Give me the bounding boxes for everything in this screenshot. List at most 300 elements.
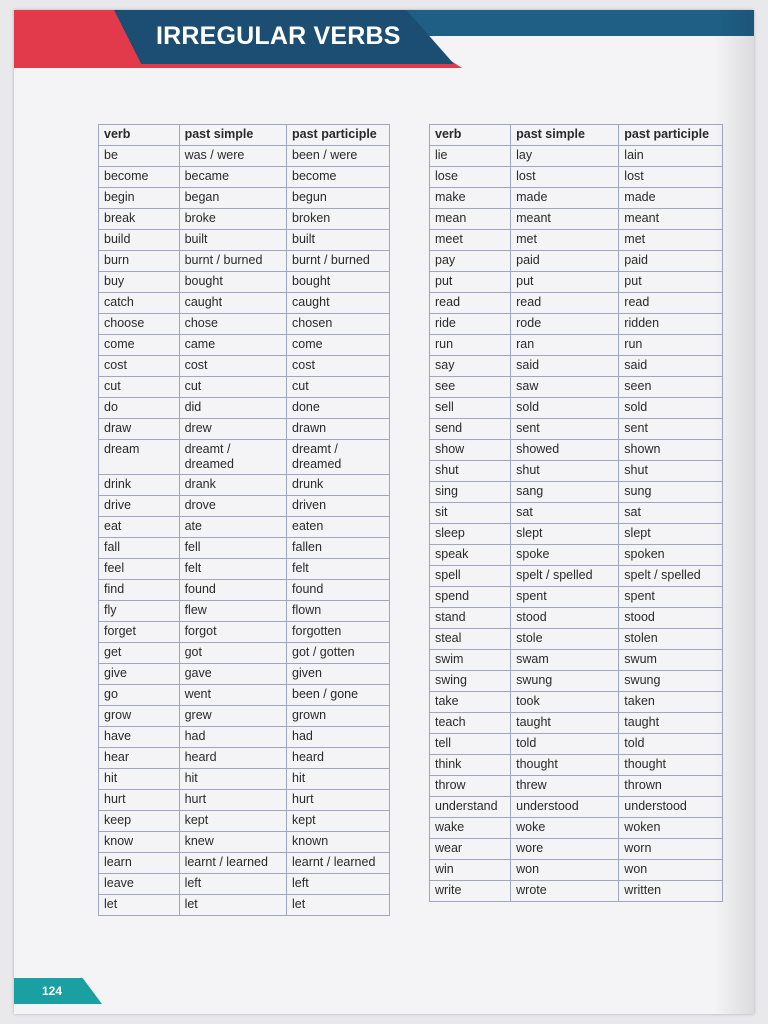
past-participle-cell: spelt / spelled: [619, 566, 723, 587]
past-simple-cell: flew: [179, 601, 286, 622]
verb-cell: come: [99, 335, 180, 356]
past-participle-cell: forgotten: [287, 622, 390, 643]
past-participle-cell: driven: [287, 496, 390, 517]
past-participle-cell: learnt / learned: [287, 853, 390, 874]
past-simple-cell: drank: [179, 475, 286, 496]
table-row: [99, 356, 390, 377]
table-row: [430, 587, 723, 608]
table-row: [430, 272, 723, 293]
past-participle-cell: left: [287, 874, 390, 895]
verb-cell: steal: [430, 629, 511, 650]
past-simple-cell: woke: [511, 818, 619, 839]
table-row: [99, 664, 390, 685]
past-participle-cell: begun: [287, 188, 390, 209]
past-simple-cell: broke: [179, 209, 286, 230]
table-row: [430, 398, 723, 419]
past-simple-cell: told: [511, 734, 619, 755]
table-row: [430, 419, 723, 440]
past-simple-cell: hurt: [179, 790, 286, 811]
table-row: [99, 272, 390, 293]
past-participle-cell: felt: [287, 559, 390, 580]
past-simple-cell: wore: [511, 839, 619, 860]
table-row: [99, 475, 390, 496]
past-simple-cell: fell: [179, 538, 286, 559]
past-participle-cell: taken: [619, 692, 723, 713]
past-simple-cell: rode: [511, 314, 619, 335]
table-row: [430, 797, 723, 818]
past-participle-cell: flown: [287, 601, 390, 622]
past-participle-cell: sold: [619, 398, 723, 419]
past-participle-cell: meant: [619, 209, 723, 230]
past-simple-cell: wrote: [511, 881, 619, 902]
verb-cell: sell: [430, 398, 511, 419]
table-row: [99, 706, 390, 727]
past-simple-cell: met: [511, 230, 619, 251]
past-simple-cell: drove: [179, 496, 286, 517]
table-row: [99, 251, 390, 272]
past-simple-cell: understood: [511, 797, 619, 818]
table-row: [99, 314, 390, 335]
past-participle-cell: drawn: [287, 419, 390, 440]
table-row: [99, 580, 390, 601]
table-row: [99, 188, 390, 209]
verb-cell: ride: [430, 314, 511, 335]
table-row: [430, 293, 723, 314]
column-header-past-participle: past participle: [619, 125, 723, 146]
table-row: [99, 685, 390, 706]
table-row: [99, 335, 390, 356]
past-participle-cell: paid: [619, 251, 723, 272]
verb-cell: do: [99, 398, 180, 419]
past-simple-cell: made: [511, 188, 619, 209]
past-participle-cell: told: [619, 734, 723, 755]
table-row: [99, 496, 390, 517]
past-participle-cell: thought: [619, 755, 723, 776]
table-row: [430, 776, 723, 797]
page-number: 124: [42, 984, 63, 998]
table-row: [99, 811, 390, 832]
past-participle-cell: known: [287, 832, 390, 853]
page-gutter-shadow: [714, 10, 754, 1014]
verb-cell: sit: [430, 503, 511, 524]
past-participle-cell: done: [287, 398, 390, 419]
past-participle-cell: lain: [619, 146, 723, 167]
past-participle-cell: made: [619, 188, 723, 209]
verb-cell: burn: [99, 251, 180, 272]
verb-cell: understand: [430, 797, 511, 818]
past-participle-cell: shown: [619, 440, 723, 461]
past-simple-cell: read: [511, 293, 619, 314]
table-row: [430, 734, 723, 755]
verb-cell: fly: [99, 601, 180, 622]
verb-cell: lose: [430, 167, 511, 188]
past-participle-cell: been / gone: [287, 685, 390, 706]
table-row: [430, 251, 723, 272]
past-simple-cell: burnt / burned: [179, 251, 286, 272]
past-participle-cell: caught: [287, 293, 390, 314]
verb-cell: give: [99, 664, 180, 685]
verb-cell: pay: [430, 251, 511, 272]
past-participle-cell: cut: [287, 377, 390, 398]
past-participle-cell: sent: [619, 419, 723, 440]
table-row: [430, 608, 723, 629]
verb-cell: cut: [99, 377, 180, 398]
table-row: [99, 853, 390, 874]
past-simple-cell: sat: [511, 503, 619, 524]
page-title: IRREGULAR VERBS: [156, 22, 401, 50]
past-simple-cell: felt: [179, 559, 286, 580]
past-participle-cell: swung: [619, 671, 723, 692]
table-row: [99, 622, 390, 643]
past-participle-cell: sung: [619, 482, 723, 503]
verb-cell: show: [430, 440, 511, 461]
past-participle-cell: spent: [619, 587, 723, 608]
past-simple-cell: spent: [511, 587, 619, 608]
past-simple-cell: kept: [179, 811, 286, 832]
table-row: [99, 769, 390, 790]
past-participle-cell: hit: [287, 769, 390, 790]
table-row: [430, 860, 723, 881]
past-participle-cell: won: [619, 860, 723, 881]
past-participle-cell: slept: [619, 524, 723, 545]
past-participle-cell: dreamt / dreamed: [287, 440, 390, 475]
past-simple-cell: cut: [179, 377, 286, 398]
past-participle-cell: become: [287, 167, 390, 188]
verb-cell: say: [430, 356, 511, 377]
past-participle-cell: read: [619, 293, 723, 314]
past-simple-cell: spelt / spelled: [511, 566, 619, 587]
verb-cell: wear: [430, 839, 511, 860]
table-row: [99, 517, 390, 538]
past-participle-cell: had: [287, 727, 390, 748]
table-row: [430, 524, 723, 545]
verb-cell: build: [99, 230, 180, 251]
past-simple-cell: built: [179, 230, 286, 251]
past-simple-cell: meant: [511, 209, 619, 230]
past-simple-cell: began: [179, 188, 286, 209]
past-participle-cell: been / were: [287, 146, 390, 167]
past-simple-cell: spoke: [511, 545, 619, 566]
table-row: [430, 755, 723, 776]
table-row: [430, 692, 723, 713]
table-row: [99, 377, 390, 398]
verb-cell: dream: [99, 440, 180, 475]
past-simple-cell: thought: [511, 755, 619, 776]
verb-cell: teach: [430, 713, 511, 734]
verb-cell: speak: [430, 545, 511, 566]
past-participle-cell: fallen: [287, 538, 390, 559]
table-row: [99, 727, 390, 748]
past-participle-cell: ridden: [619, 314, 723, 335]
column-header-verb: verb: [430, 125, 511, 146]
table-row: [99, 559, 390, 580]
table-row: [99, 419, 390, 440]
table-row: [430, 335, 723, 356]
past-participle-cell: woken: [619, 818, 723, 839]
past-simple-cell: learnt / learned: [179, 853, 286, 874]
past-simple-cell: swung: [511, 671, 619, 692]
past-participle-cell: lost: [619, 167, 723, 188]
table-row: [99, 601, 390, 622]
verb-cell: be: [99, 146, 180, 167]
verb-cell: hear: [99, 748, 180, 769]
past-participle-cell: taught: [619, 713, 723, 734]
table-row: [99, 874, 390, 895]
table-row: [430, 209, 723, 230]
past-participle-cell: grown: [287, 706, 390, 727]
verb-cell: spell: [430, 566, 511, 587]
past-participle-cell: built: [287, 230, 390, 251]
past-participle-cell: cost: [287, 356, 390, 377]
past-participle-cell: run: [619, 335, 723, 356]
past-participle-cell: got / gotten: [287, 643, 390, 664]
verb-cell: make: [430, 188, 511, 209]
verb-cell: shut: [430, 461, 511, 482]
table-row: [430, 839, 723, 860]
verb-cell: become: [99, 167, 180, 188]
table-row: [99, 167, 390, 188]
verb-cell: choose: [99, 314, 180, 335]
table-row: [99, 538, 390, 559]
past-participle-cell: heard: [287, 748, 390, 769]
past-participle-cell: let: [287, 895, 390, 916]
table-row: [99, 643, 390, 664]
past-simple-cell: taught: [511, 713, 619, 734]
past-simple-cell: knew: [179, 832, 286, 853]
past-simple-cell: won: [511, 860, 619, 881]
past-simple-cell: had: [179, 727, 286, 748]
table-row: [430, 545, 723, 566]
table-row: [430, 230, 723, 251]
past-simple-cell: got: [179, 643, 286, 664]
table-header-row: [99, 125, 390, 146]
past-simple-cell: heard: [179, 748, 286, 769]
table-row: [430, 146, 723, 167]
past-participle-cell: found: [287, 580, 390, 601]
past-simple-cell: put: [511, 272, 619, 293]
verb-cell: throw: [430, 776, 511, 797]
column-header-past-participle: past participle: [287, 125, 390, 146]
table-row: [430, 314, 723, 335]
verb-cell: take: [430, 692, 511, 713]
verb-cell: hit: [99, 769, 180, 790]
verb-cell: let: [99, 895, 180, 916]
verb-cell: win: [430, 860, 511, 881]
table-row: [99, 832, 390, 853]
verb-cell: begin: [99, 188, 180, 209]
past-participle-cell: burnt / burned: [287, 251, 390, 272]
column-header-verb: verb: [99, 125, 180, 146]
verb-cell: send: [430, 419, 511, 440]
past-simple-cell: saw: [511, 377, 619, 398]
past-participle-cell: worn: [619, 839, 723, 860]
past-simple-cell: slept: [511, 524, 619, 545]
past-simple-cell: hit: [179, 769, 286, 790]
verb-cell: draw: [99, 419, 180, 440]
past-simple-cell: ran: [511, 335, 619, 356]
past-simple-cell: threw: [511, 776, 619, 797]
past-simple-cell: showed: [511, 440, 619, 461]
column-header-past-simple: past simple: [511, 125, 619, 146]
verb-cell: have: [99, 727, 180, 748]
past-simple-cell: stole: [511, 629, 619, 650]
verb-cell: tell: [430, 734, 511, 755]
table-row: [99, 440, 390, 475]
past-simple-cell: let: [179, 895, 286, 916]
past-participle-cell: eaten: [287, 517, 390, 538]
past-participle-cell: chosen: [287, 314, 390, 335]
table-row: [430, 818, 723, 839]
verbs-table-right: [429, 124, 723, 902]
verb-cell: learn: [99, 853, 180, 874]
table-row: [99, 790, 390, 811]
past-participle-cell: stood: [619, 608, 723, 629]
verb-cell: meet: [430, 230, 511, 251]
textbook-page: [14, 10, 754, 1014]
past-simple-cell: lost: [511, 167, 619, 188]
table-row: [99, 895, 390, 916]
verb-cell: think: [430, 755, 511, 776]
table-row: [99, 230, 390, 251]
verb-cell: cost: [99, 356, 180, 377]
past-participle-cell: drunk: [287, 475, 390, 496]
past-participle-cell: seen: [619, 377, 723, 398]
past-participle-cell: broken: [287, 209, 390, 230]
verb-cell: feel: [99, 559, 180, 580]
past-simple-cell: stood: [511, 608, 619, 629]
past-simple-cell: became: [179, 167, 286, 188]
verb-cell: lie: [430, 146, 511, 167]
past-simple-cell: drew: [179, 419, 286, 440]
verb-cell: sing: [430, 482, 511, 503]
verb-cell: sleep: [430, 524, 511, 545]
past-participle-cell: shut: [619, 461, 723, 482]
verb-cell: run: [430, 335, 511, 356]
past-simple-cell: lay: [511, 146, 619, 167]
verb-cell: catch: [99, 293, 180, 314]
verb-cell: write: [430, 881, 511, 902]
past-simple-cell: sent: [511, 419, 619, 440]
verb-cell: put: [430, 272, 511, 293]
past-simple-cell: ate: [179, 517, 286, 538]
table-row: [430, 650, 723, 671]
table-row: [430, 503, 723, 524]
verb-cell: swing: [430, 671, 511, 692]
past-simple-cell: said: [511, 356, 619, 377]
past-simple-cell: paid: [511, 251, 619, 272]
verb-cell: know: [99, 832, 180, 853]
verb-cell: read: [430, 293, 511, 314]
past-simple-cell: went: [179, 685, 286, 706]
verb-cell: get: [99, 643, 180, 664]
table-row: [430, 440, 723, 461]
verb-cell: go: [99, 685, 180, 706]
verbs-table-left: [98, 124, 390, 916]
past-participle-cell: kept: [287, 811, 390, 832]
table-row: [99, 209, 390, 230]
past-participle-cell: spoken: [619, 545, 723, 566]
verb-cell: spend: [430, 587, 511, 608]
past-participle-cell: said: [619, 356, 723, 377]
table-row: [430, 461, 723, 482]
verb-cell: forget: [99, 622, 180, 643]
past-simple-cell: dreamt / dreamed: [179, 440, 286, 475]
table-row: [430, 881, 723, 902]
table-header-row: [430, 125, 723, 146]
verb-cell: see: [430, 377, 511, 398]
past-simple-cell: sang: [511, 482, 619, 503]
verb-cell: wake: [430, 818, 511, 839]
table-row: [430, 713, 723, 734]
column-header-past-simple: past simple: [179, 125, 286, 146]
verb-cell: eat: [99, 517, 180, 538]
past-simple-cell: came: [179, 335, 286, 356]
past-participle-cell: swum: [619, 650, 723, 671]
verb-cell: stand: [430, 608, 511, 629]
past-participle-cell: thrown: [619, 776, 723, 797]
past-participle-cell: put: [619, 272, 723, 293]
table-row: [430, 188, 723, 209]
past-simple-cell: grew: [179, 706, 286, 727]
past-participle-cell: sat: [619, 503, 723, 524]
past-simple-cell: found: [179, 580, 286, 601]
past-simple-cell: gave: [179, 664, 286, 685]
past-simple-cell: cost: [179, 356, 286, 377]
past-simple-cell: was / were: [179, 146, 286, 167]
verb-cell: fall: [99, 538, 180, 559]
table-row: [430, 377, 723, 398]
table-row: [430, 356, 723, 377]
past-simple-cell: caught: [179, 293, 286, 314]
past-simple-cell: shut: [511, 461, 619, 482]
verb-cell: hurt: [99, 790, 180, 811]
past-simple-cell: sold: [511, 398, 619, 419]
table-row: [430, 482, 723, 503]
verb-cell: leave: [99, 874, 180, 895]
verb-cell: buy: [99, 272, 180, 293]
past-participle-cell: come: [287, 335, 390, 356]
past-participle-cell: written: [619, 881, 723, 902]
past-participle-cell: given: [287, 664, 390, 685]
past-simple-cell: bought: [179, 272, 286, 293]
table-row: [430, 629, 723, 650]
past-simple-cell: chose: [179, 314, 286, 335]
past-participle-cell: stolen: [619, 629, 723, 650]
table-row: [430, 671, 723, 692]
table-row: [99, 398, 390, 419]
verb-cell: break: [99, 209, 180, 230]
table-row: [430, 167, 723, 188]
past-simple-cell: did: [179, 398, 286, 419]
verb-cell: mean: [430, 209, 511, 230]
table-row: [99, 293, 390, 314]
verb-cell: keep: [99, 811, 180, 832]
verb-cell: grow: [99, 706, 180, 727]
table-row: [99, 748, 390, 769]
verb-cell: drink: [99, 475, 180, 496]
past-participle-cell: understood: [619, 797, 723, 818]
table-row: [99, 146, 390, 167]
verb-cell: drive: [99, 496, 180, 517]
past-simple-cell: swam: [511, 650, 619, 671]
table-row: [430, 566, 723, 587]
verb-cell: find: [99, 580, 180, 601]
past-simple-cell: took: [511, 692, 619, 713]
past-simple-cell: forgot: [179, 622, 286, 643]
past-participle-cell: met: [619, 230, 723, 251]
past-participle-cell: hurt: [287, 790, 390, 811]
past-participle-cell: bought: [287, 272, 390, 293]
